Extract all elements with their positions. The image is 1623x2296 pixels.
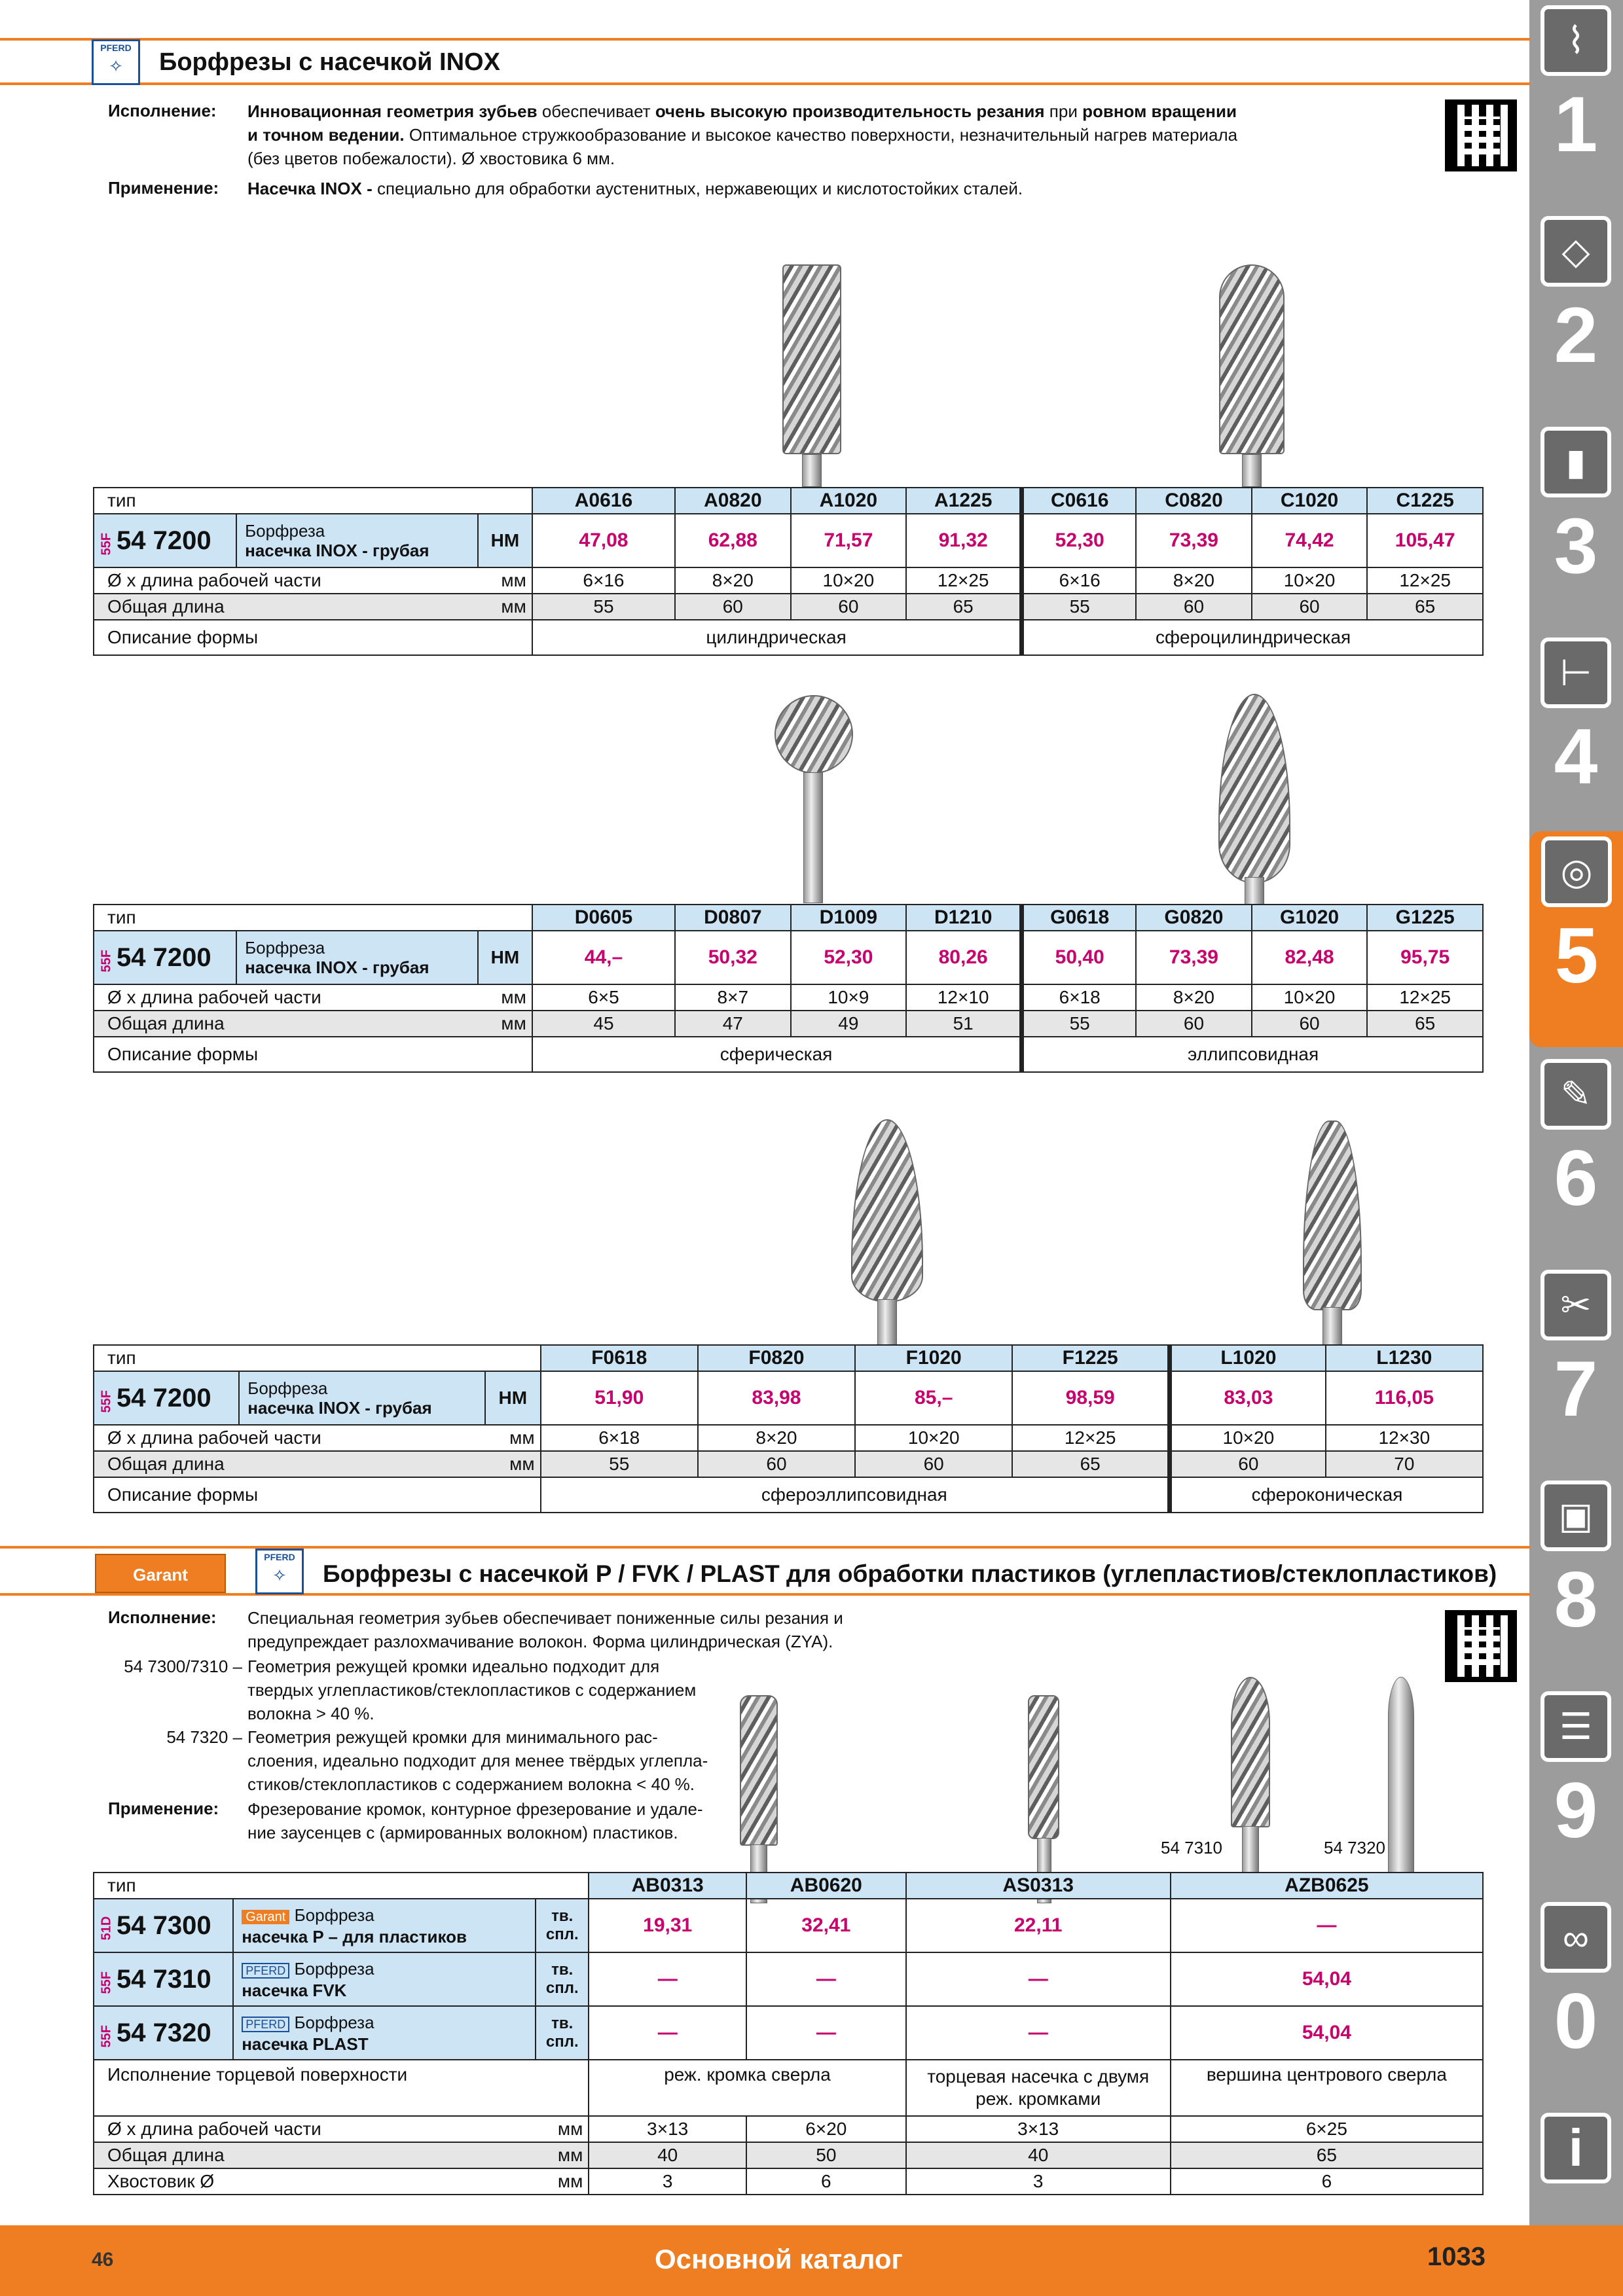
shape-label: Описание формы	[94, 620, 532, 655]
type-cell: D1009	[791, 905, 907, 931]
dim: 12×10	[906, 984, 1022, 1011]
end-face-label: Исполнение торцевой поверхности	[94, 2060, 589, 2116]
type-label: тип	[94, 1873, 589, 1899]
series-ref-2: 54 7320 –	[166, 1727, 242, 1747]
length: 50	[746, 2142, 906, 2168]
dim: 12×25	[906, 567, 1022, 594]
tab-6[interactable]: ✎ 6	[1537, 1054, 1615, 1255]
dim-label: Ø x длина рабочей части	[94, 984, 478, 1011]
shank: 6	[746, 2168, 906, 2195]
length: 55	[541, 1451, 698, 1477]
application-text: Насечка INOX - специально для обработки аустенитных, нержавеющих и кислотостойких сталей.	[247, 179, 1023, 198]
table-row	[94, 1952, 1483, 2006]
table-inox-2	[93, 904, 1484, 1073]
unit: мм	[478, 594, 532, 620]
dim: 8×20	[1136, 567, 1252, 594]
price: 85,–	[855, 1371, 1012, 1425]
tab-7[interactable]: ✂ 7	[1537, 1265, 1615, 1466]
material: тв. спл.	[536, 1952, 589, 2006]
caliper-icon: ⊢	[1541, 637, 1611, 708]
price: 50,32	[675, 931, 791, 984]
type-cell: AS0313	[906, 1873, 1171, 1899]
price: 91,32	[906, 514, 1022, 567]
dim: 6×18	[1022, 984, 1136, 1011]
length: 60	[855, 1451, 1012, 1477]
type-cell: C1020	[1252, 488, 1368, 514]
type-cell: F0820	[698, 1345, 855, 1371]
price: —	[746, 2006, 906, 2060]
series-text-1: Геометрия режущей кромки идеально подходит для твердых углепластиков/стеклопластиков с содержанием волокна > 40 %.	[247, 1657, 697, 1723]
dim: 10×20	[855, 1425, 1012, 1451]
shape-label: Описание формы	[94, 1037, 532, 1072]
pferd-logo: PFERD ✧	[92, 39, 140, 85]
shape-label: Описание формы	[94, 1477, 541, 1513]
dim: 10×20	[791, 567, 907, 594]
price: 44,–	[532, 931, 675, 984]
shank: 6	[1171, 2168, 1483, 2195]
article-cell: 55F 54 7310	[94, 1952, 233, 2006]
unit: мм	[485, 1425, 541, 1451]
dim: 12×25	[1367, 984, 1483, 1011]
page-number-left: 46	[92, 2249, 114, 2270]
shank: 3	[906, 2168, 1171, 2195]
dim: 6×18	[541, 1425, 698, 1451]
price: 32,41	[746, 1899, 906, 1952]
material: HM	[478, 931, 532, 984]
dim: 12×30	[1326, 1425, 1483, 1451]
tab-4[interactable]: ⊢ 4	[1537, 632, 1615, 834]
safety-glasses-icon: ∞	[1541, 1902, 1611, 1973]
dim: 8×20	[698, 1425, 855, 1451]
type-cell: L1020	[1170, 1345, 1326, 1371]
length: 60	[1170, 1451, 1326, 1477]
type-cell: F1020	[855, 1345, 1012, 1371]
dim: 12×25	[1012, 1425, 1169, 1451]
type-cell: C0616	[1022, 488, 1136, 514]
price: 95,75	[1367, 931, 1483, 984]
length-label: Общая длина	[94, 2142, 536, 2168]
dim: 12×25	[1367, 567, 1483, 594]
dim: 10×9	[791, 984, 907, 1011]
length: 60	[791, 594, 907, 620]
type-label: тип	[94, 488, 532, 514]
table-inox-1	[93, 487, 1484, 656]
caption-547320: 54 7320	[1324, 1838, 1385, 1857]
product-description: Борфреза насечка INOX - грубая	[239, 1371, 485, 1425]
shape: цилиндрическая	[532, 620, 1022, 655]
price: 83,03	[1170, 1371, 1326, 1425]
page-number-right: 1033	[1427, 2242, 1486, 2271]
length: 60	[1136, 594, 1252, 620]
length: 60	[1252, 594, 1368, 620]
wrench-icon: ✎	[1541, 1059, 1611, 1130]
product-description: Борфреза насечка INOX - грубая	[236, 931, 478, 984]
table-plastics	[93, 1872, 1484, 2195]
saw-disc-icon: ◎	[1541, 836, 1612, 907]
shank-label: Хвостовик Ø	[94, 2168, 536, 2195]
type-cell: G1225	[1367, 905, 1483, 931]
product-description: Garant Борфреза насечка P – для пластиков	[233, 1899, 536, 1952]
price: 116,05	[1326, 1371, 1483, 1425]
price: 74,42	[1252, 514, 1368, 567]
pferd-logo: PFERD	[242, 1963, 289, 1979]
type-cell: F0618	[541, 1345, 698, 1371]
tab-5[interactable]: ◎ 5	[1529, 831, 1623, 1047]
end-face: реж. кромка сверла	[589, 2060, 905, 2116]
type-cell: A1225	[906, 488, 1022, 514]
price: 62,88	[675, 514, 791, 567]
length: 55	[532, 594, 675, 620]
garant-logo: Garant	[95, 1554, 226, 1593]
price: —	[906, 2006, 1171, 2060]
length: 65	[1367, 1011, 1483, 1037]
nozzle-icon: ▮	[1541, 427, 1611, 497]
section-title: Борфрезы с насечкой INOX	[159, 48, 500, 76]
price: 51,90	[541, 1371, 698, 1425]
tab-0[interactable]: ∞ 0	[1537, 1897, 1615, 2098]
unit: мм	[478, 1011, 532, 1037]
info-icon: i	[1541, 2113, 1611, 2183]
dim: 6×16	[532, 567, 675, 594]
price: 50,40	[1022, 931, 1136, 984]
unit: мм	[485, 1451, 541, 1477]
drill-icon: ⌇	[1541, 5, 1611, 76]
material: тв. спл.	[536, 1899, 589, 1952]
shape: сфероцилиндрическая	[1022, 620, 1483, 655]
price: 80,26	[906, 931, 1022, 984]
dim: 6×16	[1022, 567, 1136, 594]
type-cell: AB0620	[746, 1873, 906, 1899]
type-label: тип	[94, 905, 532, 931]
execution-label: Исполнение:	[108, 101, 217, 120]
application-label: Применение:	[108, 178, 219, 198]
price: —	[746, 1952, 906, 2006]
length: 60	[698, 1451, 855, 1477]
type-cell: D0807	[675, 905, 791, 931]
length: 65	[906, 594, 1022, 620]
dim: 3×13	[906, 2116, 1171, 2142]
insert-icon: ◇	[1541, 216, 1611, 287]
price: —	[1171, 1899, 1483, 1952]
execution-label: Исполнение:	[108, 1607, 217, 1627]
type-cell: A0616	[532, 488, 675, 514]
dim: 3×13	[589, 2116, 746, 2142]
dim: 10×20	[1252, 984, 1368, 1011]
shape: эллипсовидная	[1022, 1037, 1483, 1072]
caption-547310: 54 7310	[1161, 1838, 1222, 1857]
dim: 10×20	[1252, 567, 1368, 594]
dim: 6×20	[746, 2116, 906, 2142]
tab-9[interactable]: ☰ 9	[1537, 1686, 1615, 1888]
cabinet-icon: ☰	[1541, 1691, 1611, 1762]
price: 105,47	[1367, 514, 1483, 567]
price: —	[589, 1952, 746, 2006]
pferd-logo: PFERD	[242, 2017, 289, 2032]
article-cell: 55F 54 7200	[94, 514, 236, 567]
price: 22,11	[906, 1899, 1171, 1952]
product-description: Борфреза насечка INOX - грубая	[236, 514, 478, 567]
table-inox-3	[93, 1344, 1484, 1513]
length-label: Общая длина	[94, 1011, 478, 1037]
type-cell: A0820	[675, 488, 791, 514]
price: —	[906, 1952, 1171, 2006]
dim-label: Ø x длина рабочей части	[94, 567, 478, 594]
material: HM	[478, 514, 532, 567]
execution-text: Инновационная геометрия зубьев обеспечивает очень высокую производительность резания при ровном вращении и точном ведении. Оптимальное стружкообразование и высокое качество поверхности, незначительный нагрев материала (без цветов побежалости). Ø хвостовика 6 мм.	[247, 101, 1238, 168]
price: 54,04	[1171, 2006, 1483, 2060]
shape: сфероконическая	[1170, 1477, 1483, 1513]
price: 83,98	[698, 1371, 855, 1425]
price: 98,59	[1012, 1371, 1169, 1425]
length: 47	[675, 1011, 791, 1037]
unit: мм	[536, 2142, 589, 2168]
execution-text: Специальная геометрия зубьев обеспечивает пониженные силы резания и предупреждает разлохмачивание волокон. Форма цилиндрическая (ZYA).	[247, 1608, 843, 1651]
length: 60	[1252, 1011, 1368, 1037]
article-cell: 55F 54 7320	[94, 2006, 233, 2060]
type-cell: C0820	[1136, 488, 1252, 514]
type-cell: G1020	[1252, 905, 1368, 931]
tab-8[interactable]: ▣ 8	[1537, 1475, 1615, 1677]
dim: 6×25	[1171, 2116, 1483, 2142]
length: 65	[1012, 1451, 1169, 1477]
tab-3[interactable]: ▮ 3	[1537, 422, 1615, 623]
dim: 8×20	[1136, 984, 1252, 1011]
type-cell: L1230	[1326, 1345, 1483, 1371]
price: 82,48	[1252, 931, 1368, 984]
section-title: Борфрезы с насечкой P / FVK / PLAST для обработки пластиков (углепластиов/стеклопластиков)	[323, 1560, 1497, 1587]
length: 45	[532, 1011, 675, 1037]
table-row	[94, 1899, 1483, 1952]
garant-logo: Garant	[242, 1910, 289, 1924]
footer-bar	[0, 2225, 1623, 2296]
type-cell: G0618	[1022, 905, 1136, 931]
type-cell: D0605	[532, 905, 675, 931]
tab-1[interactable]: ⌇ 1	[1537, 0, 1615, 202]
price: 47,08	[532, 514, 675, 567]
price: 73,39	[1136, 931, 1252, 984]
material: HM	[485, 1371, 541, 1425]
dim: 6×5	[532, 984, 675, 1011]
unit: мм	[478, 984, 532, 1011]
toolbox-icon: ▣	[1541, 1480, 1611, 1551]
price: —	[589, 2006, 746, 2060]
material: тв. спл.	[536, 2006, 589, 2060]
article-cell: 55F 54 7200	[94, 931, 236, 984]
unit: мм	[478, 567, 532, 594]
tab-2[interactable]: ◇ 2	[1537, 211, 1615, 412]
series-text-2: Геометрия режущей кромки для минимального рас- слоения, идеально подходит для менее твёрдых углепла- стиков/стеклопластиков с содержанием волокна < 40 %.	[247, 1727, 708, 1794]
shank: 3	[589, 2168, 746, 2195]
type-cell: AZB0625	[1171, 1873, 1483, 1899]
series-ref-1: 54 7300/7310 –	[124, 1657, 242, 1676]
length: 55	[1022, 1011, 1136, 1037]
dim: 8×20	[675, 567, 791, 594]
length: 60	[1136, 1011, 1252, 1037]
catalog-name: Основной каталог	[655, 2244, 903, 2274]
type-cell: AB0313	[589, 1873, 746, 1899]
dim-label: Ø x длина рабочей части	[94, 2116, 536, 2142]
application-label: Применение:	[108, 1799, 219, 1818]
length: 65	[1367, 594, 1483, 620]
length: 51	[906, 1011, 1022, 1037]
length: 70	[1326, 1451, 1483, 1477]
type-cell: C1225	[1367, 488, 1483, 514]
type-cell: F1225	[1012, 1345, 1169, 1371]
product-description: PFERD Борфреза насечка FVK	[233, 1952, 536, 2006]
unit: мм	[536, 2168, 589, 2195]
qr-code[interactable]	[1445, 99, 1517, 171]
dim: 10×20	[1170, 1425, 1326, 1451]
product-description: PFERD Борфреза насечка PLAST	[233, 2006, 536, 2060]
dim-label: Ø x длина рабочей части	[94, 1425, 485, 1451]
price: 73,39	[1136, 514, 1252, 567]
length-label: Общая длина	[94, 1451, 485, 1477]
end-face: вершина центрового сверла	[1171, 2060, 1483, 2116]
unit: мм	[536, 2116, 589, 2142]
end-face: торцевая насечка с двумя реж. кромками	[906, 2060, 1171, 2116]
article-cell: 51D 54 7300	[94, 1899, 233, 1952]
price: 52,30	[1022, 514, 1136, 567]
length: 65	[1171, 2142, 1483, 2168]
type-label: тип	[94, 1345, 541, 1371]
article-cell: 55F 54 7200	[94, 1371, 239, 1425]
price: 19,31	[589, 1899, 746, 1952]
length: 55	[1022, 594, 1136, 620]
application-text: Фрезерование кромок, контурное фрезерование и удале- ние заусенцев с (армированных волокном) пластиков.	[247, 1799, 703, 1842]
pferd-logo: PFERD ✧	[255, 1549, 304, 1594]
dim: 8×7	[675, 984, 791, 1011]
price: 52,30	[791, 931, 907, 984]
pliers-icon: ✂	[1541, 1270, 1611, 1340]
shape: сфероэллипсовидная	[541, 1477, 1170, 1513]
length: 60	[675, 594, 791, 620]
type-cell: G0820	[1136, 905, 1252, 931]
type-cell: D1210	[906, 905, 1022, 931]
price: 54,04	[1171, 1952, 1483, 2006]
qr-code[interactable]	[1445, 1610, 1517, 1682]
length: 40	[589, 2142, 746, 2168]
length: 49	[791, 1011, 907, 1037]
tab-info[interactable]	[1537, 2108, 1615, 2225]
shape: сферическая	[532, 1037, 1022, 1072]
length-label: Общая длина	[94, 594, 478, 620]
length: 40	[906, 2142, 1171, 2168]
type-cell: A1020	[791, 488, 907, 514]
table-row	[94, 2006, 1483, 2060]
price: 71,57	[791, 514, 907, 567]
